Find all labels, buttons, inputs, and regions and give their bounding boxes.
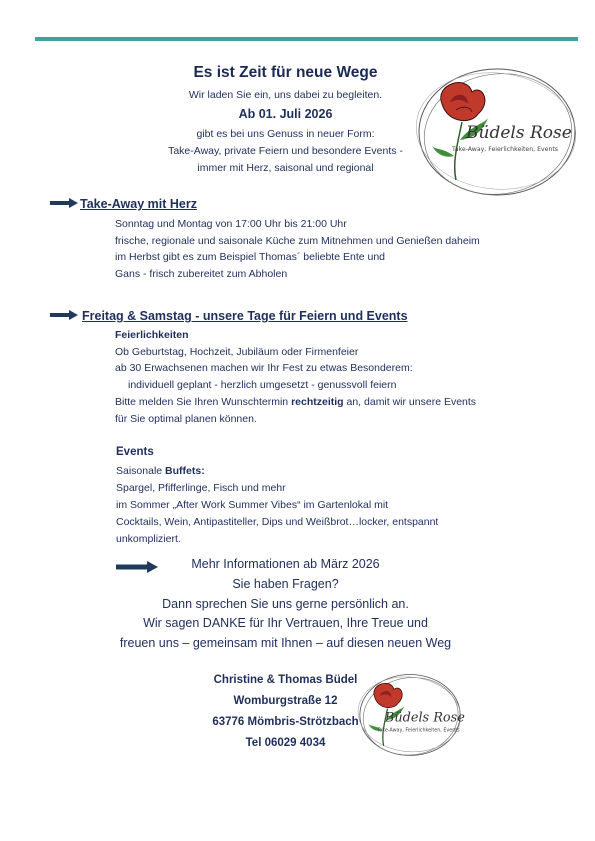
events-emphasis: Buffets: [165,465,205,477]
buedels-rose-logo [355,670,465,760]
feiern-subheading: Feierlichkeiten [115,329,189,341]
events-line: Cocktails, Wein, Antipastiteller, Dips und Weißbrot…locker, entspannt [116,516,439,528]
buedels-rose-logo [412,62,582,202]
takeaway-heading: Take-Away mit Herz [80,197,197,211]
events-heading: Events [116,446,154,458]
logo-tagline: Take-Away, Feierlichkeiten, Events [377,728,460,734]
feiern-line: für Sie optimal planen können. [115,413,257,425]
events-text: Saisonale [116,465,166,477]
logo-name: Büdels Rose [384,710,465,726]
feiern-line: Ob Geburtstag, Hochzeit, Jubiläum oder Firmenfeier [115,346,359,358]
logo-tagline: Take-Away, Feierlichkeiten, Events [452,146,559,153]
contact-street: Womburgstraße 12 [233,695,338,707]
feiern-line: ab 30 Erwachsenen machen wir Ihr Fest zu etwas Besonderem: [115,362,413,374]
closing-line: Mehr Informationen ab März 2026 [191,557,380,571]
intro-line: gibt es bei uns Genuss in neuer Form: [196,128,375,140]
top-accent-bar [35,37,578,41]
events-line: unkompliziert. [116,533,181,545]
feiern-text: Bitte melden Sie Ihren Wunschtermin [115,396,292,408]
arrow-right-icon [50,310,78,320]
events-line: im Sommer „After Work Summer Vibes“ im Gartenlokal mit [116,499,389,511]
intro-line: Take-Away, private Feiern und besondere Events - [168,145,403,157]
takeaway-line: frische, regionale und saisonale Küche zum Mitnehmen und Genießen daheim [115,235,480,247]
start-date: Ab 01. Juli 2026 [238,107,333,121]
contact-phone: Tel 06029 4034 [245,737,326,749]
takeaway-line: Gans - frisch zubereitet zum Abholen [115,268,288,280]
feiern-line: individuell geplant - herzlich umgesetzt - genussvoll feiern [128,379,397,391]
closing-line: Dann sprechen Sie uns gerne persönlich an. [162,597,409,611]
contact-city: 63776 Mömbris-Strötzbach [212,716,359,728]
logo-name: Büdels Rose [466,123,572,143]
closing-line: Wir sagen DANKE für Ihr Vertrauen, Ihre Treue und [143,616,428,630]
intro-line: Wir laden Sie ein, uns dabei zu begleiten. [188,89,383,101]
feiern-text: an, damit wir unsere Events [343,396,477,408]
events-line [116,465,205,477]
contact-names: Christine & Thomas Büdel [213,674,358,686]
events-line: Spargel, Pfifferlinge, Fisch und mehr [116,482,286,494]
closing-line: freuen uns – gemeinsam mit Ihnen – auf diesen neuen Weg [119,636,452,650]
takeaway-line: im Herbst gibt es zum Beispiel Thomas´ beliebte Ente und [115,251,386,263]
intro-line: immer mit Herz, saisonal und regional [197,162,374,174]
arrow-right-icon [50,198,78,208]
feiern-heading: Freitag & Samstag - unsere Tage für Feiern und Events [82,309,408,323]
closing-line: Sie haben Fragen? [232,577,339,591]
page-title: Es ist Zeit für neue Wege [193,64,378,81]
takeaway-line: Sonntag und Montag von 17:00 Uhr bis 21:00 Uhr [115,218,347,230]
feiern-line [115,396,476,408]
feiern-emphasis: rechtzeitig [291,396,344,408]
